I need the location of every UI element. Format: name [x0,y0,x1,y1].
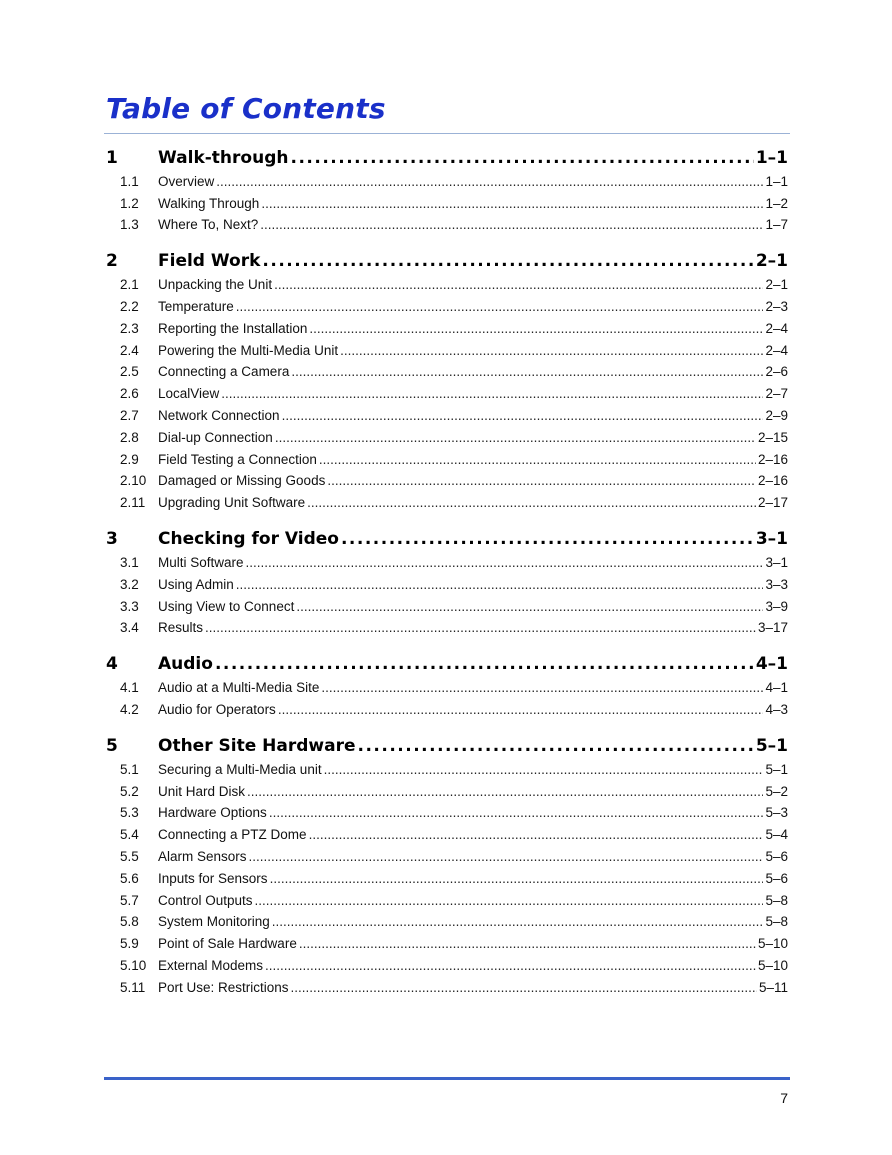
dot-leader [291,364,763,379]
chapter-page: 4–1 [755,654,788,675]
section-page: 4–3 [765,701,788,717]
section-title: Walking Through [158,195,260,211]
dot-leader [255,893,764,908]
section-title: Reporting the Installation [158,320,308,336]
page-number: 7 [780,1090,788,1106]
section-number: 2.9 [120,451,139,467]
section-number: 5.6 [120,870,139,886]
dot-leader [291,980,757,995]
section-page: 4–1 [765,680,788,696]
chapter-page: 3–1 [755,529,788,550]
section-title: Using Admin [158,576,234,592]
section-number: 5.2 [120,783,139,799]
section-page: 2–9 [765,407,788,423]
section-title: Securing a Multi-Media unit [158,761,322,777]
dot-leader [309,321,763,336]
section-number: 2.11 [120,495,146,511]
section-number: 5.7 [120,892,139,908]
chapter-number: 2 [106,251,118,272]
section-title: Hardware Options [158,805,267,821]
section-title: Results [158,620,204,636]
section-title: Connecting a Camera [158,364,290,380]
section-number: 2.7 [120,407,139,423]
dot-leader [265,958,756,973]
footer-rule [104,1077,790,1080]
toc-section-entry[interactable] [106,758,788,780]
toc-section-entry[interactable] [106,470,788,492]
chapter-title: Checking for Video [158,529,339,550]
section-title: LocalView [158,386,220,402]
section-title: Overview [158,173,215,189]
section-title: Upgrading Unit Software [158,495,306,511]
section-number: 1.1 [120,173,139,189]
toc-chapter [106,646,788,720]
chapter-title: Other Site Hardware [158,735,356,756]
section-title: Network Connection [158,407,280,423]
toc-section-entry[interactable] [106,676,788,698]
toc-section-entry[interactable] [106,889,788,911]
toc-section-entry[interactable] [106,698,788,720]
section-number: 2.8 [120,429,139,445]
toc-section-entry[interactable] [106,780,788,802]
toc-section-entry[interactable] [106,426,788,448]
dot-leader [274,277,763,292]
section-page: 5–6 [765,848,788,864]
section-page: 5–2 [765,783,788,799]
section-number: 5.4 [120,827,139,843]
section-title: Alarm Sensors [158,848,247,864]
section-title: Temperature [158,298,234,314]
section-title: Unit Hard Disk [158,783,246,799]
toc-section-entry[interactable] [106,339,788,361]
section-page: 5–11 [758,979,788,995]
section-number: 2.5 [120,364,139,380]
section-page: 5–1 [765,761,788,777]
section-number: 2.1 [120,277,139,293]
section-page: 2–7 [765,386,788,402]
section-number: 5.9 [120,936,139,952]
toc-chapter [106,243,788,513]
section-page: 5–3 [765,805,788,821]
dot-leader [324,762,764,777]
dot-leader [327,473,756,488]
section-page: 5–6 [765,870,788,886]
section-title: Powering the Multi-Media Unit [158,342,339,358]
chapter-page: 2–1 [755,251,788,272]
section-number: 3.1 [120,554,139,570]
section-number: 2.3 [120,320,139,336]
table-of-contents [106,140,788,998]
toc-section-entry[interactable] [106,911,788,933]
section-number: 1.3 [120,217,139,233]
section-number: 4.1 [120,680,139,696]
toc-section-entry[interactable] [106,867,788,889]
dot-leader [261,196,763,211]
toc-section-entry[interactable] [106,932,788,954]
section-page: 5–4 [765,827,788,843]
dot-leader [341,529,754,549]
section-page: 5–10 [757,957,788,973]
dot-leader [278,702,764,717]
section-number: 5.3 [120,805,139,821]
section-title: Field Testing a Connection [158,451,317,467]
section-number: 3.4 [120,620,139,636]
toc-section-entry[interactable] [106,214,788,236]
toc-section-entry[interactable] [106,273,788,295]
toc-section-entry[interactable] [106,823,788,845]
dot-leader [270,871,764,886]
section-title: Audio at a Multi-Media Site [158,680,320,696]
dot-leader [299,936,756,951]
section-number: 4.2 [120,701,139,717]
dot-leader [296,599,763,614]
section-page: 2–4 [765,320,788,336]
title-rule [104,133,790,134]
chapter-title: Audio [158,654,213,675]
section-title: Inputs for Sensors [158,870,268,886]
section-page: 2–3 [765,298,788,314]
toc-section-entry[interactable] [106,845,788,867]
section-title: Using View to Connect [158,598,295,614]
dot-leader [205,620,756,635]
toc-chapter-entry[interactable] [106,728,788,758]
section-page: 5–8 [765,892,788,908]
section-page: 5–8 [765,914,788,930]
section-number: 2.4 [120,342,139,358]
toc-section-entry[interactable] [106,976,788,998]
chapter-number: 1 [106,148,118,168]
dot-leader [307,495,756,510]
section-page: 2–16 [757,473,788,489]
dot-leader [236,577,764,592]
chapter-number: 3 [106,529,118,550]
toc-section-entry[interactable] [106,448,788,470]
section-page: 1–1 [765,173,788,189]
dot-leader [215,654,754,674]
dot-leader [282,408,764,423]
section-title: Port Use: Restrictions [158,979,289,995]
toc-section-entry[interactable] [106,361,788,383]
section-title: System Monitoring [158,914,270,930]
chapter-number: 5 [106,735,118,756]
section-page: 3–9 [765,598,788,614]
section-number: 5.11 [120,979,146,995]
chapter-page: 5–1 [755,735,788,756]
dot-leader [358,736,754,756]
section-title: Control Outputs [158,892,253,908]
dot-leader [221,386,763,401]
section-page: 3–17 [757,620,788,636]
dot-leader [272,914,764,929]
section-title: Multi Software [158,554,244,570]
section-page: 1–2 [765,195,788,211]
toc-section-entry[interactable] [106,404,788,426]
chapter-page: 1–1 [755,148,788,168]
section-page: 2–6 [765,364,788,380]
toc-section-entry[interactable] [106,595,788,617]
dot-leader [262,251,753,271]
section-number: 2.10 [120,473,147,489]
section-title: Unpacking the Unit [158,277,273,293]
section-page: 3–1 [765,554,788,570]
section-page: 3–3 [765,576,788,592]
dot-leader [249,849,764,864]
section-title: Where To, Next? [158,217,259,233]
dot-leader [321,680,763,695]
section-title: Audio for Operators [158,701,276,717]
section-title: Dial-up Connection [158,429,273,445]
section-page: 2–16 [757,451,788,467]
dot-leader [269,805,764,820]
toc-section-entry[interactable] [106,295,788,317]
section-number: 5.10 [120,957,147,973]
section-number: 2.6 [120,386,139,402]
dot-leader [260,217,763,232]
toc-section-entry[interactable] [106,317,788,339]
chapter-number: 4 [106,654,118,675]
toc-chapter-entry[interactable] [106,140,788,170]
section-page: 2–15 [757,429,788,445]
toc-section-entry[interactable] [106,617,788,639]
section-page: 1–7 [765,217,788,233]
toc-chapter [106,521,788,638]
toc-section-entry[interactable] [106,192,788,214]
section-number: 3.2 [120,576,139,592]
section-number: 5.1 [120,761,139,777]
toc-section-entry[interactable] [106,382,788,404]
section-title: Point of Sale Hardware [158,936,297,952]
dot-leader [236,299,764,314]
toc-section-entry[interactable] [106,802,788,824]
dot-leader [309,827,764,842]
section-page: 2–1 [765,277,788,293]
dot-leader [275,430,756,445]
section-title: Connecting a PTZ Dome [158,827,307,843]
toc-chapter [106,140,788,235]
toc-chapter-entry[interactable] [106,521,788,551]
section-number: 5.8 [120,914,139,930]
section-page: 2–4 [765,342,788,358]
section-page: 2–17 [757,495,788,511]
toc-chapter-entry[interactable] [106,243,788,273]
chapter-title: Field Work [158,251,261,272]
section-title: Damaged or Missing Goods [158,473,326,489]
toc-section-entry[interactable] [106,491,788,513]
dot-leader [247,784,763,799]
toc-chapter [106,728,788,998]
section-number: 3.3 [120,598,139,614]
toc-section-entry[interactable] [106,170,788,192]
dot-leader [216,174,763,189]
section-number: 1.2 [120,195,139,211]
toc-section-entry[interactable] [106,954,788,976]
section-number: 5.5 [120,848,139,864]
section-page: 5–10 [757,936,788,952]
toc-section-entry[interactable] [106,573,788,595]
toc-chapter-entry[interactable] [106,646,788,676]
dot-leader [290,148,753,168]
dot-leader [340,343,763,358]
page-title: Table of Contents [106,92,386,125]
dot-leader [319,452,756,467]
section-title: External Modems [158,957,264,973]
chapter-title: Walk-through [158,148,289,168]
section-number: 2.2 [120,298,139,314]
dot-leader [246,555,764,570]
toc-section-entry[interactable] [106,551,788,573]
